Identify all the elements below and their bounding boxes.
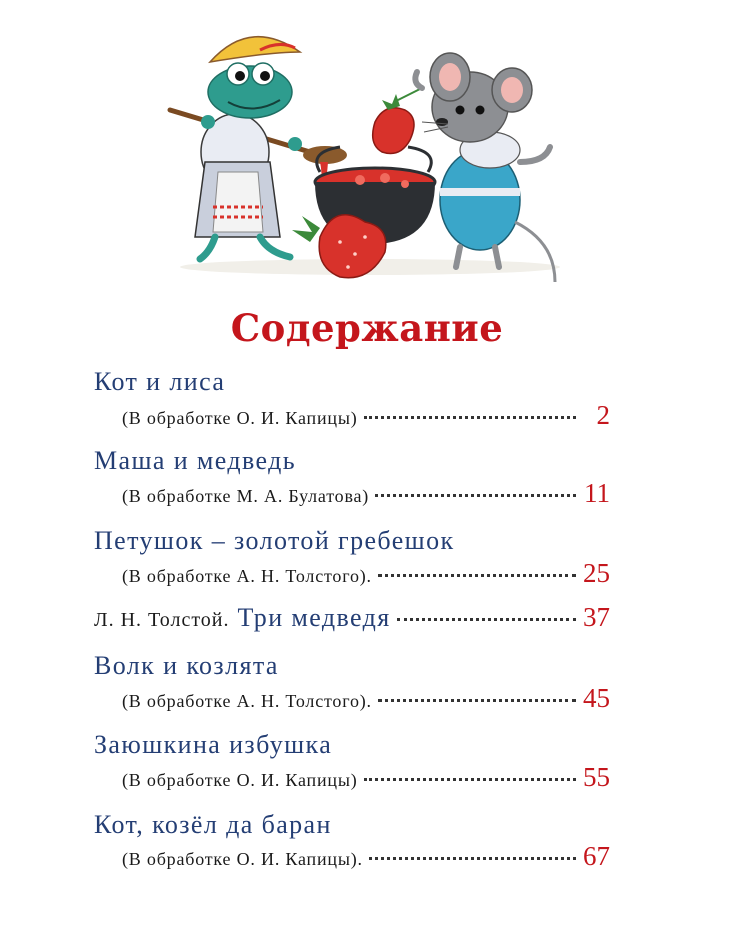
toc-entry-title: Три медведя [237,603,391,632]
dot-leader [364,778,576,781]
toc-entry-credit: (В обработке М. А. Булатова) [122,486,370,506]
toc-page-number: 45 [583,683,610,713]
toc-page-number: 55 [583,762,610,792]
toc-entry-credit: (В обработке О. И. Капицы) [122,770,358,790]
toc-page-number: 67 [583,841,610,871]
dot-leader [378,699,576,702]
dot-leader [397,618,576,621]
dot-leader [375,494,576,497]
toc-page-number: 2 [596,400,610,430]
frog-mouse-jam-illustration [160,22,575,290]
toc-entry-title[interactable]: Кот и лиса [94,367,226,396]
toc-entry-credit-row[interactable] [122,400,610,431]
toc-entry-credit: (В обработке А. Н. Толстого). [122,691,372,711]
toc-page-number: 37 [583,602,610,632]
toc-entry-credit: (В обработке О. И. Капицы). [122,849,363,869]
toc-entry-credit-row[interactable] [122,558,610,589]
toc-entry-credit: (В обработке О. И. Капицы) [122,408,358,428]
toc-entry-author: Л. Н. Толстой. [94,609,230,631]
toc-entry-credit-row[interactable] [122,841,610,872]
toc-entry-title[interactable]: Заюшкина избушка [94,730,333,759]
toc-entry-author-row[interactable] [94,602,610,633]
toc-entry-credit-row[interactable] [122,683,610,714]
toc-entry-credit-row[interactable] [122,762,610,793]
toc-entry-credit-row[interactable] [122,478,610,509]
dot-leader [364,416,576,419]
dot-leader [378,574,576,577]
page-title: Содержание [230,306,504,350]
toc-page-number: 11 [584,478,610,508]
toc-entry-title[interactable]: Волк и козлята [94,651,279,680]
dot-leader [369,857,576,860]
toc-entry-title[interactable]: Петушок – золотой гребешок [94,526,455,555]
toc-entry-title[interactable]: Кот, козёл да баран [94,810,332,839]
toc-entry-title[interactable]: Маша и медведь [94,446,297,475]
toc-page-number: 25 [583,558,610,588]
toc-entry-credit: (В обработке А. Н. Толстого). [122,566,372,586]
